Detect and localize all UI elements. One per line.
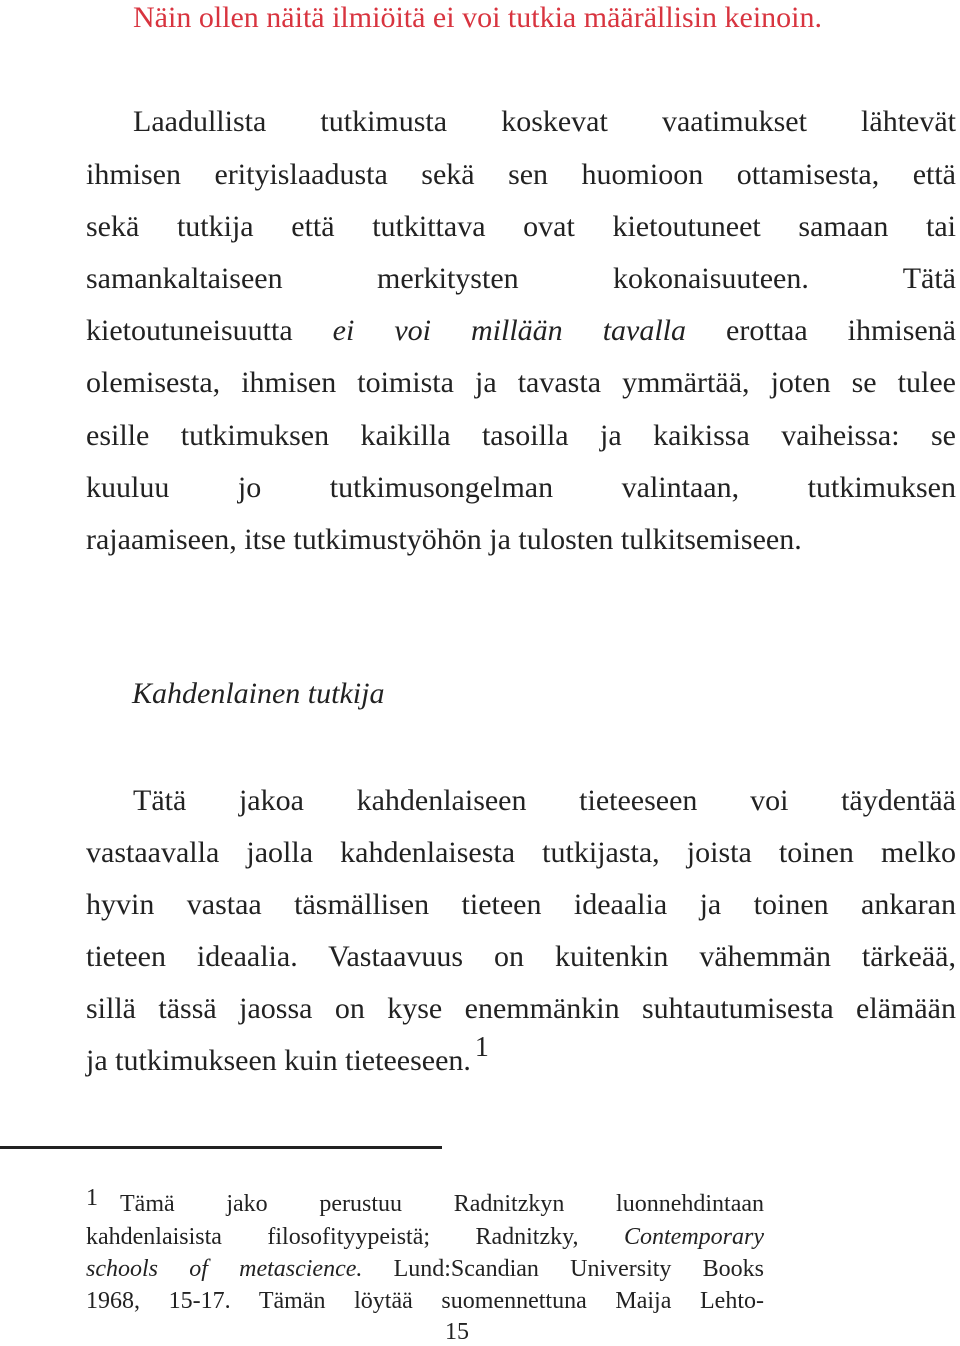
section-heading: Kahdenlainen tutkija <box>132 677 385 710</box>
paragraph-line: kuuluu jo tutkimusongelman valintaan, tutkimuksen <box>86 471 956 504</box>
text-span: ja tutkimukseen kuin tieteeseen. <box>86 1044 471 1077</box>
text-span: erottaa ihmisenä <box>686 314 956 347</box>
intro-sentence: Näin ollen näitä ilmiöitä ei voi tutkia määrällisin keinoin. <box>133 1 823 34</box>
paragraph-line: tieteen ideaalia. Vastaavuus on kuitenkin vähemmän tärkeää, <box>86 940 956 973</box>
footnote-reference[interactable]: 1 <box>474 1032 489 1063</box>
paragraph-line: Tätä jakoa kahdenlaiseen tieteeseen voi täydentää <box>133 784 956 817</box>
footnote-line: 15 <box>445 1319 469 1345</box>
footnote-line <box>86 1185 764 1218</box>
text-span: kahdenlaisista filosofityypeistä; Radnitzky, <box>86 1224 624 1250</box>
text-span: Lund:Scandian University Books <box>362 1256 764 1282</box>
paragraph-line: Laadullista tutkimusta koskevat vaatimukset lähtevät <box>133 105 956 138</box>
paragraph-line: rajaamiseen, itse tutkimustyöhön ja tulosten tulkitsemiseen. <box>86 523 802 556</box>
footnote-line: 1968, 15-17. Tämän löytää suomennettuna Maija Lehto- <box>86 1288 764 1314</box>
emphasis-text: schools of metascience. <box>86 1256 363 1282</box>
paragraph-line: ihmisen erityislaadusta sekä sen huomioon ottamisesta, että <box>86 158 956 191</box>
footnote-line <box>86 1223 764 1251</box>
footnote-number: 1 <box>86 1185 98 1211</box>
text-span: Tämä jako perustuu Radnitzkyn luonnehdintaan <box>120 1191 764 1217</box>
emphasis-text: ei voi millään tavalla <box>332 314 687 347</box>
paragraph-line <box>86 1032 956 1080</box>
footnote-line <box>86 1255 764 1283</box>
paragraph-line: olemisesta, ihmisen toimista ja tavasta ymmärtää, joten se tulee <box>86 366 956 399</box>
paragraph-line: sillä tässä jaossa on kyse enemmänkin suhtautumisesta elämään <box>86 992 956 1025</box>
paragraph-line: samankaltaiseen merkitysten kokonaisuuteen. Tätä <box>86 262 956 295</box>
text-span: kietoutuneisuutta <box>86 314 333 347</box>
paragraph-line: vastaavalla jaolla kahdenlaisesta tutkijasta, joista toinen melko <box>86 836 956 869</box>
emphasis-text: Contemporary <box>624 1224 764 1250</box>
paragraph-line: esille tutkimuksen kaikilla tasoilla ja kaikissa vaiheissa: se <box>86 419 956 452</box>
footnote-separator <box>0 1146 442 1149</box>
paragraph-line: sekä tutkija että tutkittava ovat kietoutuneet samaan tai <box>86 210 956 243</box>
paragraph-line <box>86 313 956 349</box>
paragraph-line: hyvin vastaa täsmällisen tieteen ideaalia ja toinen ankaran <box>86 888 956 921</box>
